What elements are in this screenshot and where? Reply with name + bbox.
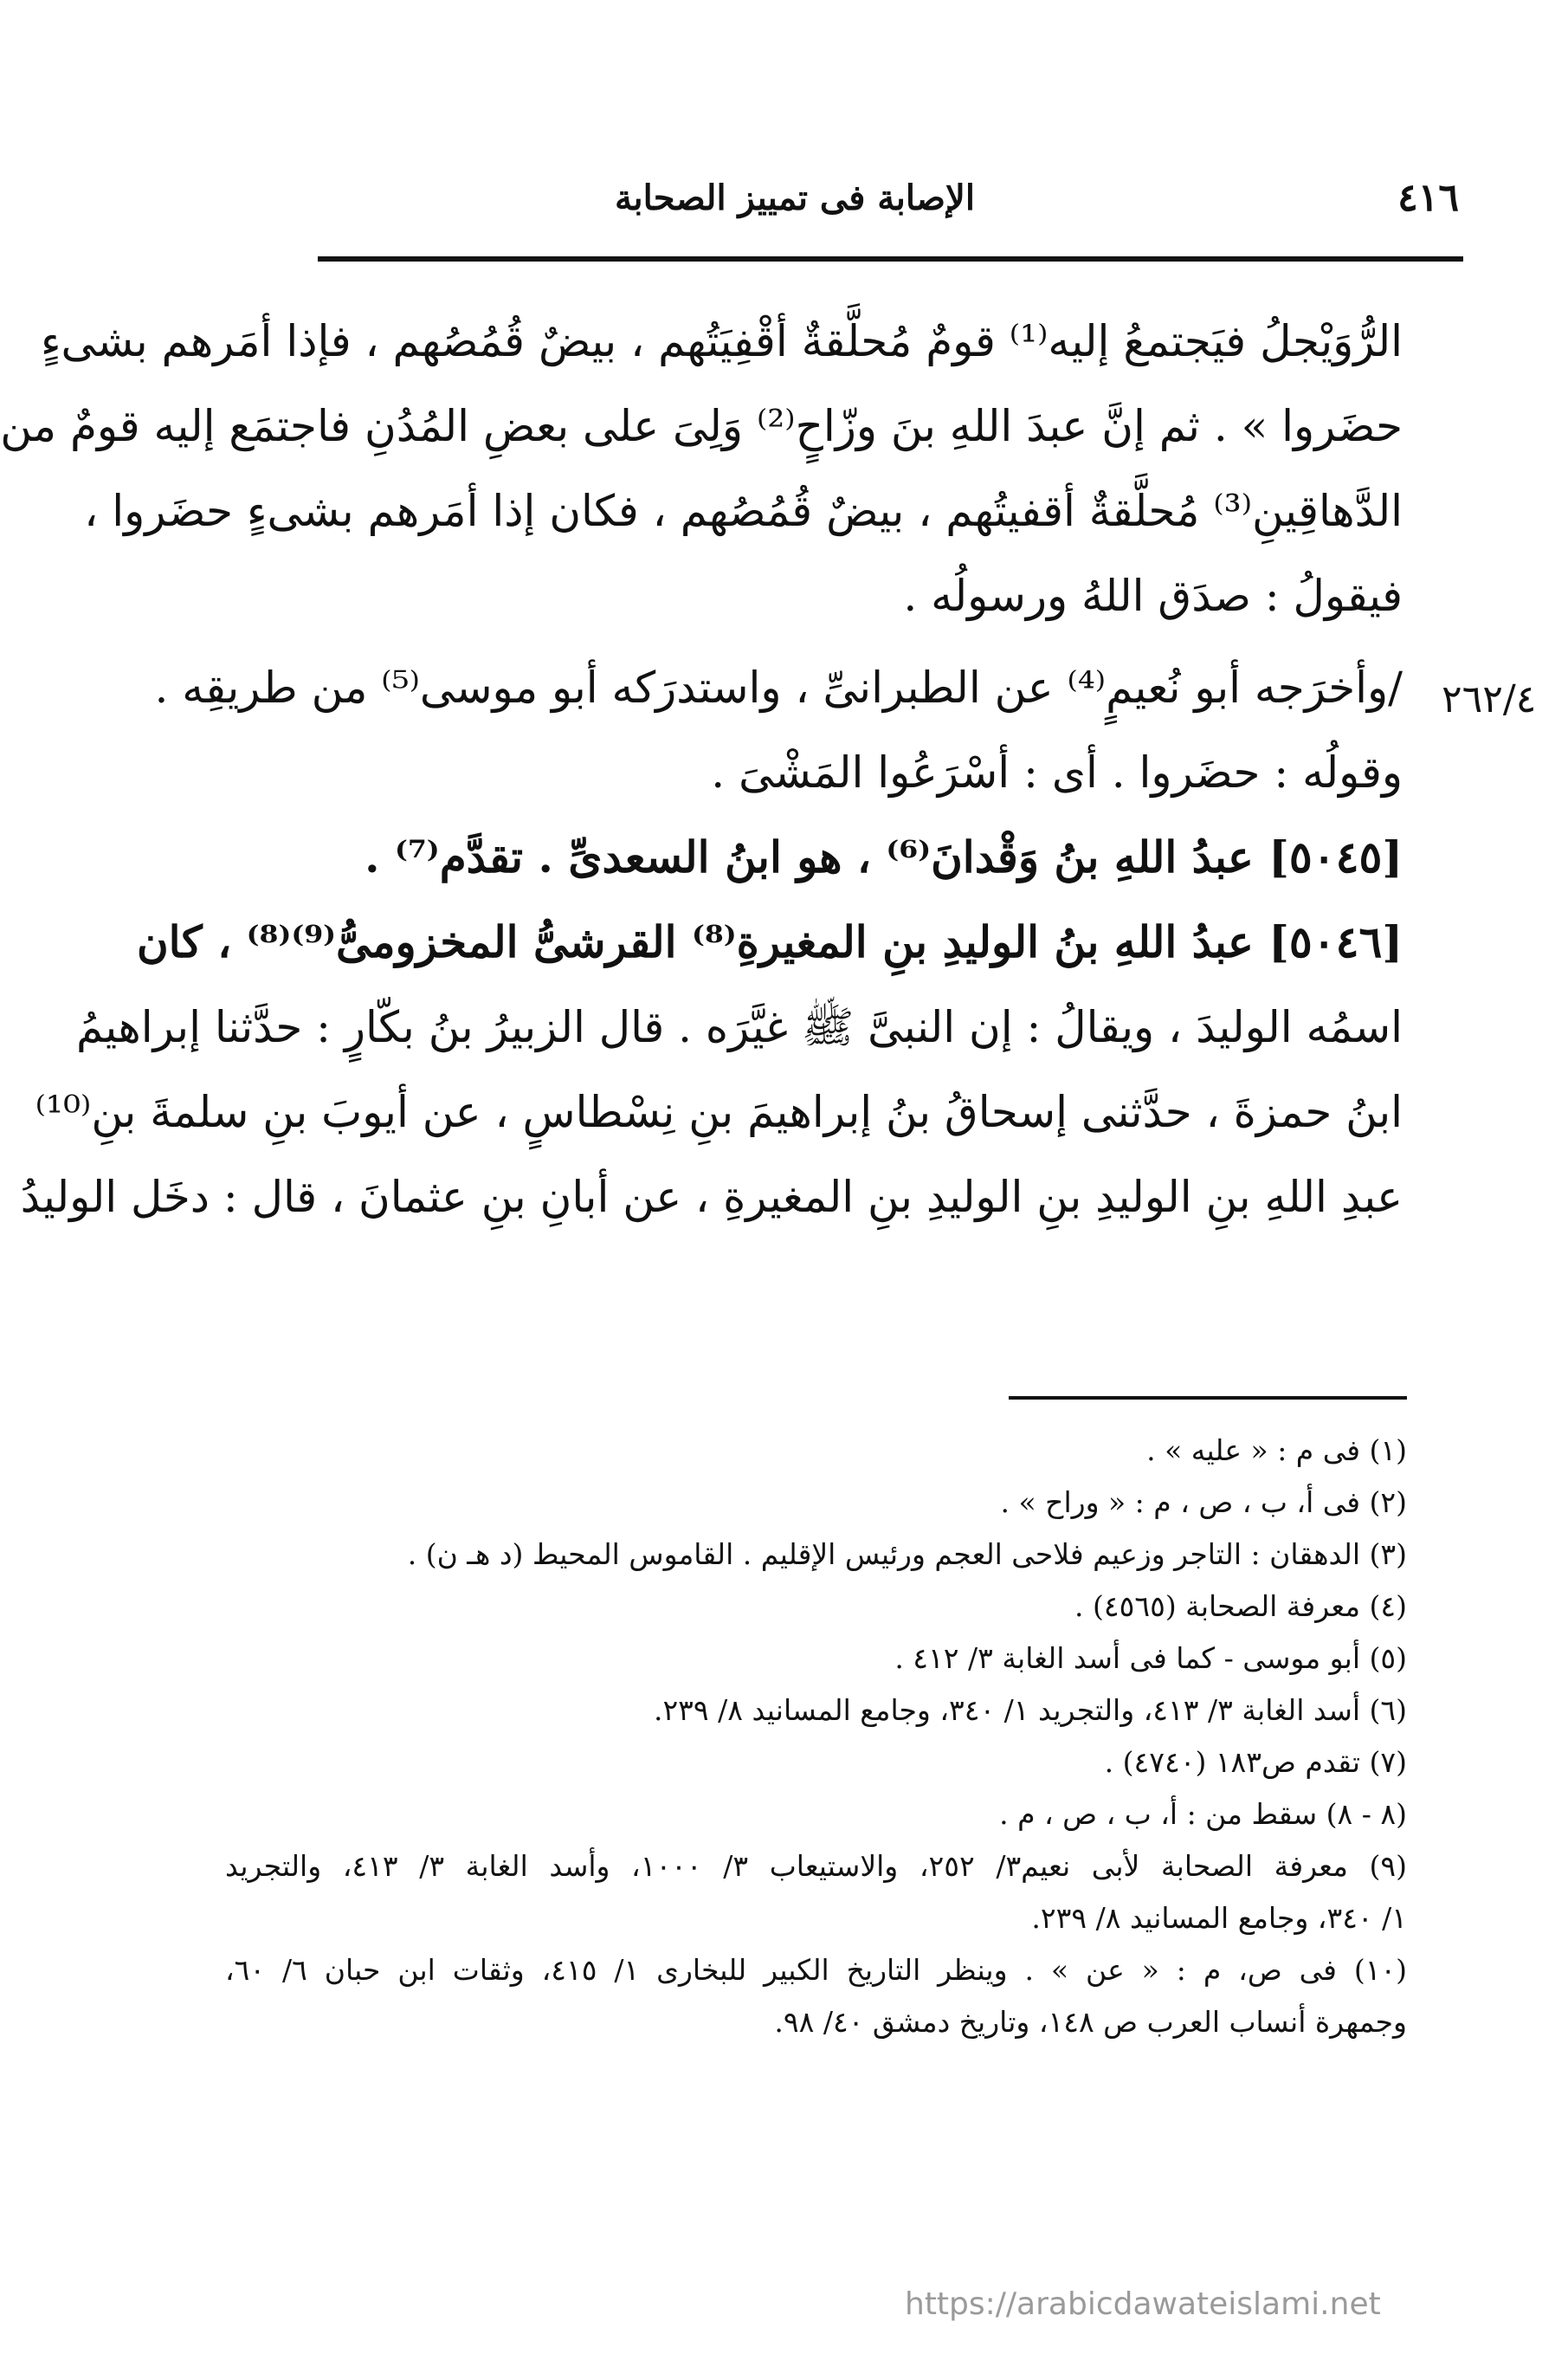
text-line: الرُّوَيْجلُ فيَجتمعُ إليه⁽¹⁾ قومٌ مُحلَّقةٌ أقْفِيَتُهم ، بيضٌ قُمُصُهم ، فإذا أمَرهم بشىءٍ xyxy=(40,316,1403,366)
text-line: اسمُه الوليدَ ، ويقالُ : إن النبىَّ ﷺ غيَّرَه . قال الزبيرُ بنُ بكّارٍ : حدَّثنا إبراهيمُ xyxy=(75,1002,1403,1052)
text-line: حضَروا » . ثم إنَّ عبدَ اللهِ بنَ وزّاحٍ⁽²⁾ وَلِىَ على بعضِ المُدُنِ فاجتمَع إليه قومٌ من xyxy=(0,401,1403,451)
text-line: /وأخرَجه أبو نُعيمٍ⁽⁴⁾ عن الطبرانىِّ ، واستدرَكه أبو موسى⁽⁵⁾ من طريقِه . xyxy=(154,663,1403,713)
text-line: ابنُ حمزةَ ، حدَّثنى إسحاقُ بنُ إبراهيمَ بنِ نِسْطاسٍ ، عن أيوبَ بنِ سلمةَ بنِ⁽¹⁰⁾ xyxy=(35,1087,1403,1137)
running-title: الإصابة فى تمييز الصحابة xyxy=(615,178,975,218)
margin-volume-reference: ٢٦٢/٤ xyxy=(1442,677,1537,721)
text-line: فيقولُ : صدَق اللهُ ورسولُه . xyxy=(903,571,1403,621)
entry-heading-5045: [٥٠٤٥] عبدُ اللهِ بنُ وَقْدانَ⁽⁶⁾ ، هو ابنُ السعدىِّ . تقدَّم⁽⁷⁾ . xyxy=(365,831,1403,883)
footnotes xyxy=(225,1425,1407,2048)
footnote-continuation: وجمهرة أنساب العرب ص ١٤٨، وتاريخ دمشق ٤٠/ ٩٨. xyxy=(774,2005,1407,2039)
footnote: (٥) أبو موسى - كما فى أسد الغابة ٣/ ٤١٢ . xyxy=(894,1641,1407,1675)
text-line: الدَّهاقِينِ⁽³⁾ مُحلَّقةٌ أقفيتُهم ، بيضٌ قُمُصُهم ، فكان إذا أمَرهم بشىءٍ حضَروا ، xyxy=(84,486,1403,536)
footnote: (٦) أسد الغابة ٣/ ٤١٣، والتجريد ١/ ٣٤٠، وجامع المسانيد ٨/ ٢٣٩. xyxy=(653,1693,1407,1727)
page-number: ٤١٦ xyxy=(1397,176,1459,220)
footnote: (٩) معرفة الصحابة لأبى نعيم٣/ ٢٥٢، والاستيعاب ٣/ ١٠٠٠، وأسد الغابة ٣/ ٤١٣، والتجريد xyxy=(225,1849,1407,1883)
footnote: (٤) معرفة الصحابة (٤٥٦٥) . xyxy=(1074,1589,1407,1623)
entry-heading-5046: [٥٠٤٦] عبدُ اللهِ بنُ الوليدِ بنِ المغيرةِ⁽⁸⁾ القرشىُّ المخزومىُّ⁽⁹⁾⁽⁸⁾ ، كان xyxy=(136,916,1403,967)
footnote-continuation: ١/ ٣٤٠، وجامع المسانيد ٨/ ٢٣٩. xyxy=(1031,1901,1407,1935)
text-line: عبدِ اللهِ بنِ الوليدِ بنِ الوليدِ بنِ المغيرةِ ، عن أبانِ بنِ عثمانَ ، قال : دخَل الوليدُ xyxy=(20,1172,1403,1222)
footnote: (٧) تقدم ص١٨٣ (٤٧٤٠) . xyxy=(1104,1745,1407,1779)
footnote: (٨ - ٨) سقط من : أ، ب ، ص ، م . xyxy=(999,1797,1407,1831)
footnote-divider xyxy=(1009,1396,1407,1400)
footnote: (١) فى م : « عليه » . xyxy=(1146,1433,1407,1467)
footnote: (٣) الدهقان : التاجر وزعيم فلاحى العجم ورئيس الإقليم . القاموس المحيط (د هـ ن) . xyxy=(407,1537,1407,1571)
text-line: وقولُه : حضَروا . أى : أسْرَعُوا المَشْىَ . xyxy=(711,747,1403,798)
footnote: (١٠) فى ص، م : « عن » . وينظر التاريخ الكبير للبخارى ١/ ٤١٥، وثقات ابن حبان ٦/ ٦٠، xyxy=(225,1953,1408,1987)
source-watermark: https://arabicdawateislami.net xyxy=(905,2286,1381,2322)
footnote: (٢) فى أ، ب ، ص ، م : « وراح » . xyxy=(1000,1485,1407,1519)
header-divider xyxy=(318,256,1463,262)
main-text xyxy=(0,299,1403,1239)
page-header xyxy=(325,169,1459,247)
